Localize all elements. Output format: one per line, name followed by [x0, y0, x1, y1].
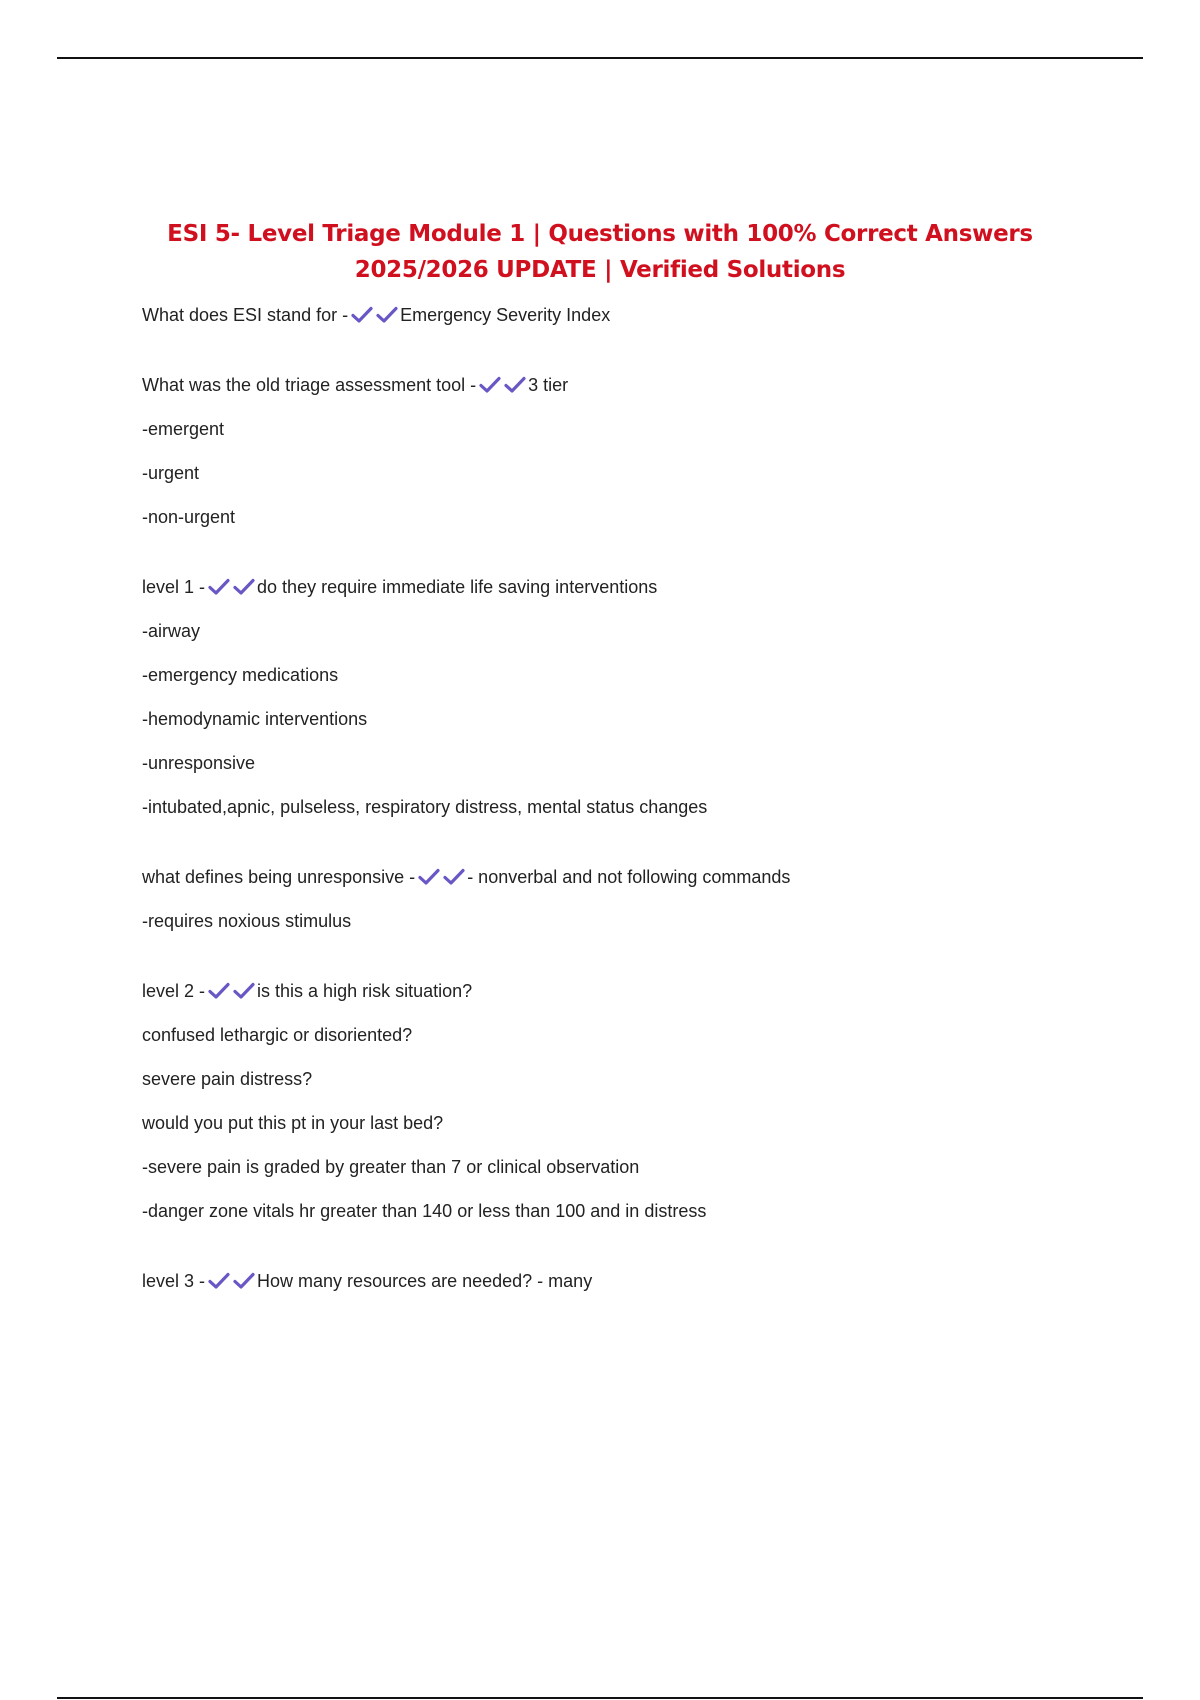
question-line	[142, 373, 1102, 397]
question-text: level 1 -	[142, 577, 206, 597]
answer-text: do they require immediate life saving interventions	[257, 577, 658, 597]
answer-detail-line: -urgent	[142, 463, 200, 483]
answer-detail-line: severe pain distress?	[142, 1069, 313, 1089]
checkmark-icon	[504, 376, 526, 394]
top-rule	[57, 57, 1143, 59]
checkmark-icon	[208, 578, 230, 596]
answer-text: Emergency Severity Index	[400, 305, 611, 325]
answer-text: How many resources are needed? - many	[257, 1271, 593, 1291]
checkmark-icon	[233, 1272, 255, 1290]
answer-detail-line: -airway	[142, 621, 201, 641]
answer-detail-line: would you put this pt in your last bed?	[142, 1113, 444, 1133]
checkmark-icon	[233, 578, 255, 596]
question-text: what defines being unresponsive -	[142, 867, 416, 887]
question-text: What does ESI stand for -	[142, 305, 349, 325]
answer-detail-line: -hemodynamic interventions	[142, 709, 368, 729]
qa-item	[142, 575, 1102, 819]
answer-detail-line: -requires noxious stimulus	[142, 911, 352, 931]
answer-detail-line: -emergency medications	[142, 665, 339, 685]
question-line	[142, 303, 1102, 327]
answer-detail-line: -intubated,apnic, pulseless, respiratory distress, mental status changes	[142, 797, 708, 817]
checkmark-icon	[233, 982, 255, 1000]
question-line	[142, 979, 1102, 1003]
answer-text: 3 tier	[528, 375, 569, 395]
answer-detail-line: -non-urgent	[142, 507, 236, 527]
question-text: What was the old triage assessment tool -	[142, 375, 477, 395]
checkmark-icon	[418, 868, 440, 886]
qa-item	[142, 979, 1102, 1223]
answer-detail-line: confused lethargic or disoriented?	[142, 1025, 413, 1045]
question-line	[142, 865, 1102, 889]
checkmark-icon	[479, 376, 501, 394]
bottom-rule	[57, 1697, 1143, 1699]
question-line	[142, 575, 1102, 599]
qa-list	[142, 303, 1102, 1339]
checkmark-icon	[443, 868, 465, 886]
checkmark-icon	[351, 306, 373, 324]
answer-detail-line: -severe pain is graded by greater than 7 or clinical observation	[142, 1157, 640, 1177]
answer-detail-line: -unresponsive	[142, 753, 256, 773]
question-text: level 3 -	[142, 1271, 206, 1291]
answer-detail-line: -danger zone vitals hr greater than 140 or less than 100 and in distress	[142, 1201, 707, 1221]
answer-text: is this a high risk situation?	[257, 981, 473, 1001]
checkmark-icon	[208, 1272, 230, 1290]
document-title: ESI 5- Level Triage Module 1 | Questions with 100% Correct Answers 2025/2026 UPDATE | Verified Solutions	[167, 221, 1033, 283]
answer-text: - nonverbal and not following commands	[467, 867, 791, 887]
qa-item	[142, 1269, 1102, 1293]
qa-item	[142, 303, 1102, 327]
answer-detail-line: -emergent	[142, 419, 225, 439]
question-line	[142, 1269, 1102, 1293]
checkmark-icon	[208, 982, 230, 1000]
question-text: level 2 -	[142, 981, 206, 1001]
checkmark-icon	[376, 306, 398, 324]
qa-item	[142, 865, 1102, 933]
qa-item	[142, 373, 1102, 529]
